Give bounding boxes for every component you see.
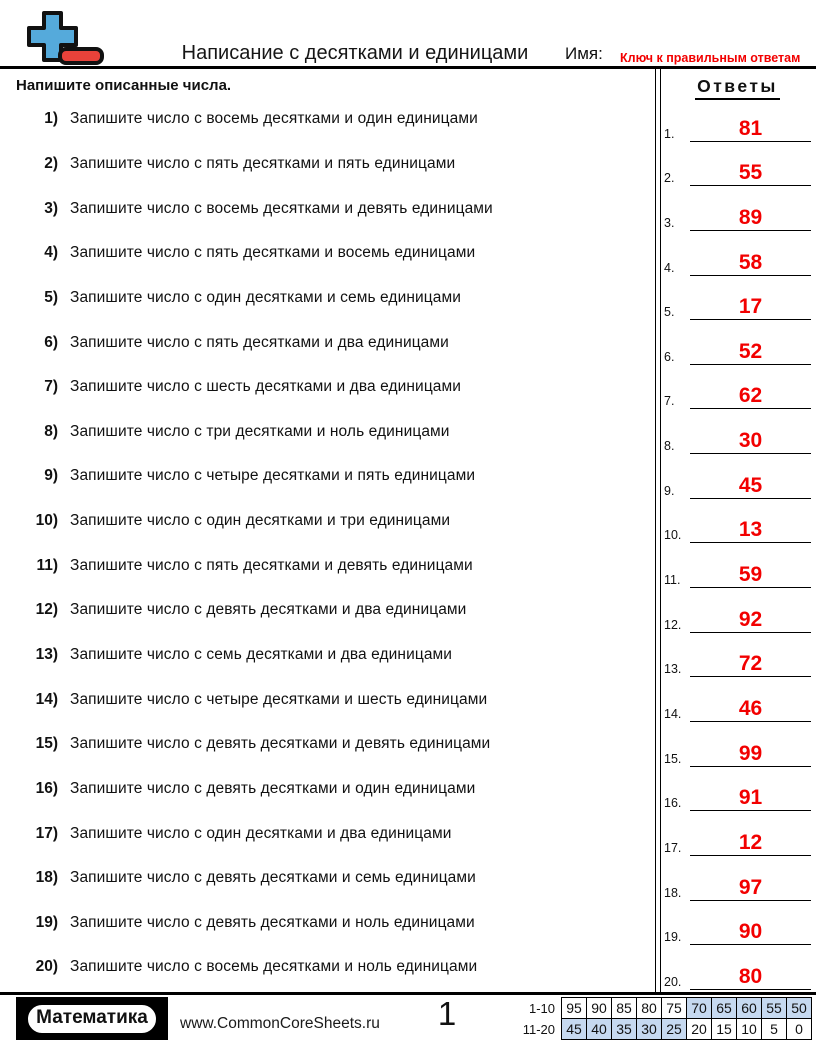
answer-number: 14. [664,706,682,721]
question-text: Запишите число с один десятками и семь единицами [70,288,461,306]
question-text: Запишите число с девять десятками и два единицами [70,601,467,619]
score-cell: 50 [787,998,812,1019]
answer-blank-line [690,296,811,320]
question-text: Запишите число с один десятками и два единицами [70,824,452,842]
score-cell: 75 [662,998,687,1019]
answer-number: 7. [664,394,675,409]
score-cell: 15 [712,1019,737,1040]
main-content [0,69,816,992]
answer-value: 55 [738,161,763,185]
answer-number: 1. [664,126,675,141]
answer-row [664,633,811,678]
question-number: 11) [36,556,58,574]
answer-value: 90 [738,920,763,944]
answer-blank-line [690,341,811,365]
question-number: 14) [35,690,58,708]
question-text: Запишите число с семь десятками и два единицами [70,646,453,663]
question-row [16,722,655,767]
answer-number: 5. [664,305,675,320]
answer-blank-line [690,966,811,990]
question-row [16,543,655,588]
answer-value: 59 [738,563,763,587]
answer-row [664,767,811,812]
answer-number: 8. [664,439,675,454]
question-number: 15) [35,735,58,753]
score-cell: 30 [637,1019,662,1040]
answer-number: 4. [664,260,675,275]
answer-blank-line [690,118,811,142]
question-number: 5) [44,288,58,306]
answer-row [664,186,811,231]
question-number: 3) [44,199,58,217]
answer-row [664,499,811,544]
answer-key-label: Ключ к правильным ответам [620,51,801,65]
score-cell: 40 [587,1019,612,1040]
answer-value: 80 [738,964,763,988]
question-row [16,454,655,499]
answer-number: 3. [664,215,675,230]
answer-row [664,945,811,990]
question-text: Запишите число с один десятками и три единицами [70,512,451,530]
question-row [16,365,655,410]
answer-blank-line [690,385,811,409]
score-cell: 60 [737,998,762,1019]
answer-blank-line [690,475,811,499]
answer-number: 10. [664,528,682,543]
question-number: 19) [35,913,58,931]
answer-blank-line [690,519,811,543]
question-text: Запишите число с пять десятками и восемь единицами [70,244,476,262]
answer-value: 45 [738,473,763,497]
score-cell: 25 [662,1019,687,1040]
answer-number: 19. [664,930,682,945]
answer-value: 92 [738,607,763,631]
question-row [16,499,655,544]
answer-blank-line [690,609,811,633]
question-number: 12) [35,601,58,619]
answer-row [664,276,811,321]
question-text: Запишите число с три десятками и ноль единицами [70,422,450,440]
answer-number: 6. [664,349,675,364]
question-number: 9) [44,467,58,485]
logo-minus-shape [60,49,102,63]
questions-section [0,69,655,992]
answer-blank-line [690,921,811,945]
question-text: Запишите число с шесть десятками и два единицами [70,378,462,396]
question-text: Запишите число с восемь десятками и один единицами [70,110,478,128]
answer-blank-line [690,787,811,811]
question-number: 4) [44,244,58,262]
question-text: Запишите число с восемь десятками и ноль единицами [70,958,478,976]
answer-number: 2. [664,171,675,186]
answer-number: 18. [664,885,682,900]
answer-value: 30 [738,429,763,453]
question-number: 1) [44,110,58,128]
score-row [516,1019,812,1040]
score-cell: 0 [787,1019,812,1040]
question-row [16,409,655,454]
score-cell: 55 [762,998,787,1019]
question-row [16,588,655,633]
question-text: Запишите число с пять десятками и пять единицами [70,154,456,172]
answer-blank-line [690,162,811,186]
answer-value: 13 [738,518,763,542]
question-text: Запишите число с пять десятками и девять единицами [70,556,473,574]
answer-number: 13. [664,662,682,677]
answer-row [664,409,811,454]
score-cell: 5 [762,1019,787,1040]
question-text: Запишите число с девять десятками и семь единицами [70,869,476,887]
answer-row [664,231,811,276]
score-table [516,997,813,1040]
answer-row [664,454,811,499]
score-row [516,998,812,1019]
score-table-body [516,998,812,1040]
score-cell: 95 [562,998,587,1019]
footer [0,992,816,1056]
instructions-text: Напишите описанные числа. [16,77,232,94]
question-row [16,633,655,678]
question-row [16,856,655,901]
score-range-label: 11-20 [522,1021,555,1037]
answer-blank-line [690,832,811,856]
answer-number: 11. [664,573,681,588]
answers-title: Ответы [695,76,780,100]
answer-value: 58 [738,250,763,274]
answer-row [664,97,811,142]
question-number: 6) [44,333,58,351]
question-row [16,97,655,142]
answer-row [664,142,811,187]
question-row [16,811,655,856]
question-number: 7) [44,378,58,396]
answers-section [661,69,816,992]
answer-value: 17 [738,295,763,319]
score-cell: 45 [562,1019,587,1040]
worksheet-title: Написание с десятками и единицами [181,42,529,64]
question-row [16,320,655,365]
answer-row [664,811,811,856]
answer-number: 20. [664,974,682,989]
brand-label: Математика [26,1003,158,1035]
score-cell: 90 [587,998,612,1019]
answer-blank-line [690,430,811,454]
question-number: 8) [44,422,58,440]
score-range-label: 1-10 [528,1000,555,1016]
answer-row [664,320,811,365]
score-cell: 20 [687,1019,712,1040]
answer-value: 46 [738,696,763,720]
answer-number: 9. [664,483,675,498]
answer-number: 12. [664,617,682,632]
answer-value: 81 [738,116,763,140]
answer-row [664,588,811,633]
question-number: 18) [35,869,58,887]
question-text: Запишите число с четыре десятками и пять единицами [70,467,476,485]
question-text: Запишите число с девять десятками и один единицами [70,779,476,797]
question-text: Запишите число с восемь десятками и девять единицами [70,199,493,217]
answer-blank-line [690,564,811,588]
header [0,0,816,69]
answer-row [664,677,811,722]
answer-blank-line [690,252,811,276]
question-number: 17) [35,824,58,842]
answer-value: 89 [738,205,763,229]
question-row [16,142,655,187]
brand-box [16,997,168,1040]
question-row [16,767,655,812]
question-row [16,186,655,231]
answer-value: 62 [738,384,763,408]
question-row [16,276,655,321]
question-number: 13) [35,646,58,663]
answer-row [664,543,811,588]
answer-blank-line [690,653,811,677]
answer-number: 16. [664,796,682,811]
answer-row [664,365,811,410]
question-number: 10) [35,512,58,530]
website-link[interactable]: www.CommonCoreSheets.ru [180,1015,380,1032]
answer-value: 52 [738,339,763,363]
question-text: Запишите число с девять десятками и ноль единицами [70,913,475,931]
score-cell: 80 [637,998,662,1019]
score-cell: 85 [612,998,637,1019]
answer-value: 12 [738,830,763,854]
question-row [16,945,655,990]
answer-blank-line [690,698,811,722]
question-text: Запишите число с четыре десятками и шесть единицами [70,690,488,708]
score-cell: 10 [737,1019,762,1040]
answer-blank-line [690,207,811,231]
answers-title-wrap [664,69,811,97]
question-text: Запишите число с пять десятками и два единицами [70,333,449,351]
page-number: 1 [437,995,457,1032]
question-number: 16) [35,779,58,797]
question-row [16,677,655,722]
score-cell: 70 [687,998,712,1019]
answer-value: 91 [738,786,763,810]
question-number: 2) [44,154,58,172]
name-label: Имя: [565,44,603,63]
answer-row [664,856,811,901]
answer-value: 99 [738,741,763,765]
answer-row [664,901,811,946]
question-text: Запишите число с девять десятками и девять единицами [70,735,491,753]
answer-blank-line [690,877,811,901]
answer-blank-line [690,743,811,767]
question-row [16,901,655,946]
answer-row [664,722,811,767]
question-row [16,231,655,276]
answer-value: 97 [738,875,763,899]
answer-number: 17. [664,840,682,855]
answer-number: 15. [664,751,682,766]
question-list [16,97,655,990]
answer-value: 72 [738,652,763,676]
score-cell: 65 [712,998,737,1019]
score-cell: 35 [612,1019,637,1040]
answer-list [664,97,811,990]
plus-minus-logo-icon [14,8,108,66]
question-number: 20) [35,958,58,976]
